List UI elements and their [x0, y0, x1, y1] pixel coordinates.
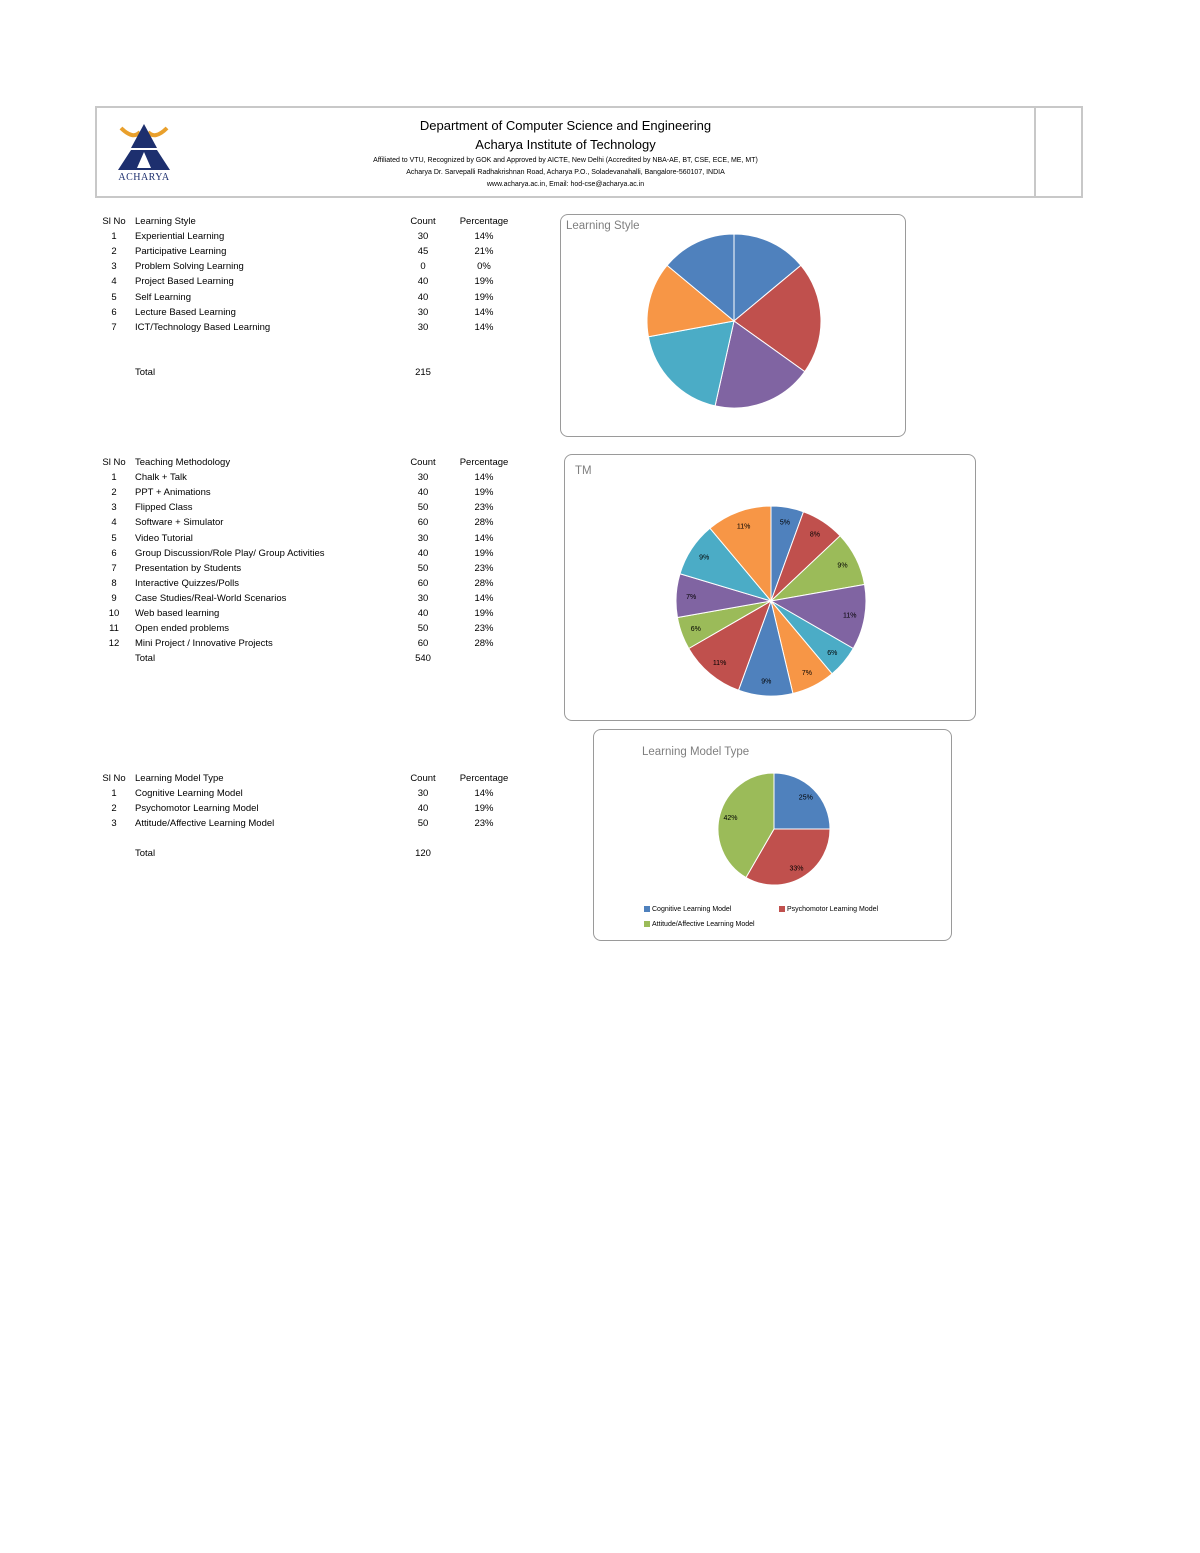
cell-count: 50: [417, 818, 429, 830]
data-label: 6%: [827, 649, 838, 657]
data-label: 42%: [723, 814, 738, 822]
total-label: Total: [135, 653, 156, 664]
table-total-row: [100, 367, 530, 381]
table-header-row: [100, 773, 530, 787]
cell-pct: 14%: [474, 788, 494, 800]
table-row: [100, 818, 530, 832]
chart-title: Learning Style: [566, 220, 640, 232]
cell-pct: Percentage: [459, 457, 509, 468]
cell-name: Presentation by Students: [135, 562, 242, 574]
cell-sl: 12: [108, 638, 120, 650]
cell-count: Count: [410, 773, 436, 784]
table-header-row: [100, 457, 530, 471]
cell-count: 0: [420, 261, 426, 273]
cell-pct: 19%: [474, 487, 494, 499]
table-row: [100, 261, 530, 275]
cell-sl: 10: [108, 608, 120, 619]
logo-text: ACHARYA: [118, 172, 170, 183]
cell-pct: 14%: [474, 306, 494, 318]
cell-pct: 23%: [474, 818, 494, 830]
cell-sl: 5: [111, 291, 117, 303]
cell-count: 30: [417, 321, 429, 333]
cell-pct: 28%: [474, 517, 494, 529]
cell-name: Lecture Based Learning: [135, 306, 236, 318]
table-row: [100, 292, 530, 306]
table-row: [100, 231, 530, 245]
cell-name: Attitude/Affective Learning Model: [135, 818, 275, 830]
address-line: Acharya Dr. Sarvepalli Radhakrishnan Road, Acharya P.O., Soladevanahalli, Bangalore-560107, INDIA: [406, 169, 725, 176]
cell-pct: 28%: [474, 577, 494, 589]
cell-name: Self Learning: [135, 291, 191, 303]
cell-name: Flipped Class: [135, 502, 193, 514]
cell-count: 60: [417, 517, 429, 529]
cell-sl: 2: [111, 246, 117, 258]
table-row: [100, 487, 530, 501]
table-total-row: [100, 653, 530, 667]
cell-name: Learning Style: [135, 216, 196, 227]
table-header-row: [100, 216, 530, 230]
data-label: 6%: [690, 625, 701, 633]
cell-count: 40: [417, 291, 429, 303]
table-row: [100, 578, 530, 592]
cell-name: Software + Simulator: [135, 517, 224, 529]
cell-sl: 9: [111, 592, 117, 604]
cell-count: 50: [417, 562, 429, 574]
cell-count: 30: [417, 306, 429, 318]
cell-pct: 19%: [474, 608, 494, 619]
cell-sl: 6: [111, 306, 117, 318]
data-label: 11%: [736, 523, 751, 531]
cell-count: 40: [417, 803, 429, 815]
pie-svg: [565, 455, 977, 722]
cell-count: Count: [410, 216, 436, 227]
data-label: 11%: [843, 612, 857, 620]
data-label: 7%: [801, 669, 812, 677]
cell-name: PPT + Animations: [135, 487, 211, 499]
cell-pct: 19%: [474, 547, 494, 559]
table-row: [100, 788, 530, 802]
table-row: [100, 517, 530, 531]
table-row: [100, 623, 530, 637]
letterhead: [95, 106, 1083, 198]
cell-sl: 3: [111, 261, 117, 273]
cell-name: Cognitive Learning Model: [135, 788, 243, 800]
legend-label: Cognitive Learning Model: [652, 906, 732, 913]
cell-sl: 7: [111, 562, 117, 574]
institute-title: Acharya Institute of Technology: [475, 137, 656, 152]
cell-sl: 5: [111, 532, 117, 544]
data-label: 7%: [686, 593, 697, 601]
cell-name: Project Based Learning: [135, 276, 234, 288]
cell-count: 40: [417, 276, 429, 288]
cell-count: 40: [417, 547, 429, 559]
cell-sl: 6: [111, 547, 117, 559]
cell-count: 40: [417, 487, 429, 499]
cell-sl: 1: [111, 231, 117, 243]
data-label: 9%: [699, 554, 710, 562]
total-count: 215: [415, 367, 431, 378]
cell-sl: 2: [111, 803, 117, 815]
cell-sl: 1: [111, 788, 117, 800]
data-label: 33%: [789, 865, 804, 873]
data-label: 9%: [761, 678, 772, 686]
cell-name: Learning Model Type: [135, 773, 224, 784]
data-label: 9%: [837, 562, 848, 570]
cell-name: Video Tutorial: [135, 532, 193, 544]
table-row: [100, 276, 530, 290]
cell-pct: 14%: [474, 472, 494, 484]
total-count: 540: [415, 653, 431, 664]
cell-name: Interactive Quizzes/Polls: [135, 577, 240, 589]
cell-name: Experiential Learning: [135, 231, 225, 243]
cell-count: 30: [417, 788, 429, 800]
cell-pct: 21%: [474, 246, 494, 258]
cell-count: 30: [417, 592, 429, 604]
cell-name: ICT/Technology Based Learning: [135, 321, 271, 333]
table-row: [100, 322, 530, 336]
cell-pct: 14%: [474, 592, 494, 604]
cell-pct: 19%: [474, 803, 494, 815]
table-row: [100, 563, 530, 577]
cell-count: 50: [417, 502, 429, 514]
cell-name: Psychomotor Learning Model: [135, 803, 259, 815]
data-label: 8%: [809, 531, 821, 539]
cell-name: Participative Learning: [135, 246, 227, 258]
table-row: [100, 593, 530, 607]
cell-count: 40: [417, 608, 429, 619]
data-label: 25%: [798, 794, 813, 802]
legend-item: [779, 906, 878, 913]
chart-legend: [644, 906, 944, 936]
cell-pct: 14%: [474, 532, 494, 544]
cell-name: Case Studies/Real-World Scenarios: [135, 592, 287, 604]
learning-style-chart: [560, 214, 906, 437]
table-row: [100, 608, 530, 622]
cell-name: Teaching Methodology: [135, 457, 231, 468]
data-label: 11%: [712, 659, 727, 667]
cell-pct: 23%: [474, 502, 494, 514]
cell-pct: 28%: [474, 638, 494, 650]
data-label: 5%: [779, 519, 790, 527]
cell-name: Chalk + Talk: [135, 472, 187, 484]
cell-sl: Sl No: [102, 457, 126, 468]
cell-count: Count: [410, 457, 436, 468]
total-count: 120: [415, 848, 431, 859]
cell-sl: 3: [111, 502, 117, 514]
cell-name: Group Discussion/Role Play/ Group Activities: [135, 547, 325, 559]
total-label: Total: [135, 367, 156, 378]
cell-name: Mini Project / Innovative Projects: [135, 638, 273, 650]
table-row: [100, 533, 530, 547]
table-total-row: [100, 848, 530, 862]
contact-line: www.acharya.ac.in, Email: hod-cse@acharya.ac.in: [486, 181, 645, 188]
cell-sl: 3: [111, 818, 117, 830]
cell-count: 30: [417, 472, 429, 484]
pie-svg: [561, 215, 907, 438]
table-row: [100, 307, 530, 321]
cell-sl: 11: [109, 623, 119, 635]
cell-pct: 19%: [474, 291, 494, 303]
cell-sl: 7: [111, 321, 117, 333]
cell-name: Problem Solving Learning: [135, 261, 244, 273]
legend-label: Psychomotor Learning Model: [787, 906, 879, 913]
cell-count: 60: [417, 638, 429, 650]
total-label: Total: [135, 848, 156, 859]
legend-label: Attitude/Affective Learning Model: [652, 921, 755, 928]
cell-pct: 23%: [474, 623, 494, 635]
department-title: Department of Computer Science and Engineering: [419, 118, 712, 133]
legend-swatch: [779, 906, 785, 912]
chart-title: TM: [575, 465, 592, 477]
table-row: [100, 472, 530, 486]
legend-swatch: [644, 921, 650, 927]
cell-sl: 1: [111, 472, 117, 484]
table-row: [100, 246, 530, 260]
cell-count: 30: [417, 532, 429, 544]
table-row: [100, 638, 530, 652]
cell-pct: 19%: [474, 276, 494, 288]
cell-pct: 14%: [474, 231, 494, 243]
cell-count: 30: [417, 231, 429, 243]
teaching-methodology-chart: [564, 454, 976, 721]
chart-title: Learning Model Type: [642, 746, 750, 758]
cell-sl: 4: [111, 517, 117, 529]
affiliation-line: Affiliated to VTU, Recognized by GOK and Approved by AICTE, New Delhi (Accredited by NBA-AE, BT, CSE, ECE, ME, MT): [373, 157, 758, 164]
table-row: [100, 548, 530, 562]
cell-sl: 8: [111, 577, 117, 589]
cell-name: Open ended problems: [135, 623, 230, 635]
cell-count: 60: [417, 577, 429, 589]
cell-sl: Sl No: [102, 773, 126, 784]
cell-sl: 2: [111, 487, 117, 499]
table-row: [100, 803, 530, 817]
cell-count: 45: [417, 246, 429, 258]
cell-sl: 4: [111, 276, 117, 288]
cell-pct: Percentage: [459, 773, 509, 784]
cell-name: Web based learning: [135, 608, 220, 619]
cell-sl: Sl No: [102, 216, 126, 227]
legend-item: [644, 906, 731, 913]
header-divider: [1034, 108, 1036, 196]
cell-pct: 23%: [474, 562, 494, 574]
cell-pct: 14%: [474, 321, 494, 333]
legend-swatch: [644, 906, 650, 912]
cell-pct: Percentage: [459, 216, 509, 227]
table-row: [100, 502, 530, 516]
cell-count: 50: [417, 623, 429, 635]
cell-pct: 0%: [477, 261, 491, 273]
legend-item: [644, 921, 755, 928]
learning-model-type-chart: [593, 729, 952, 941]
